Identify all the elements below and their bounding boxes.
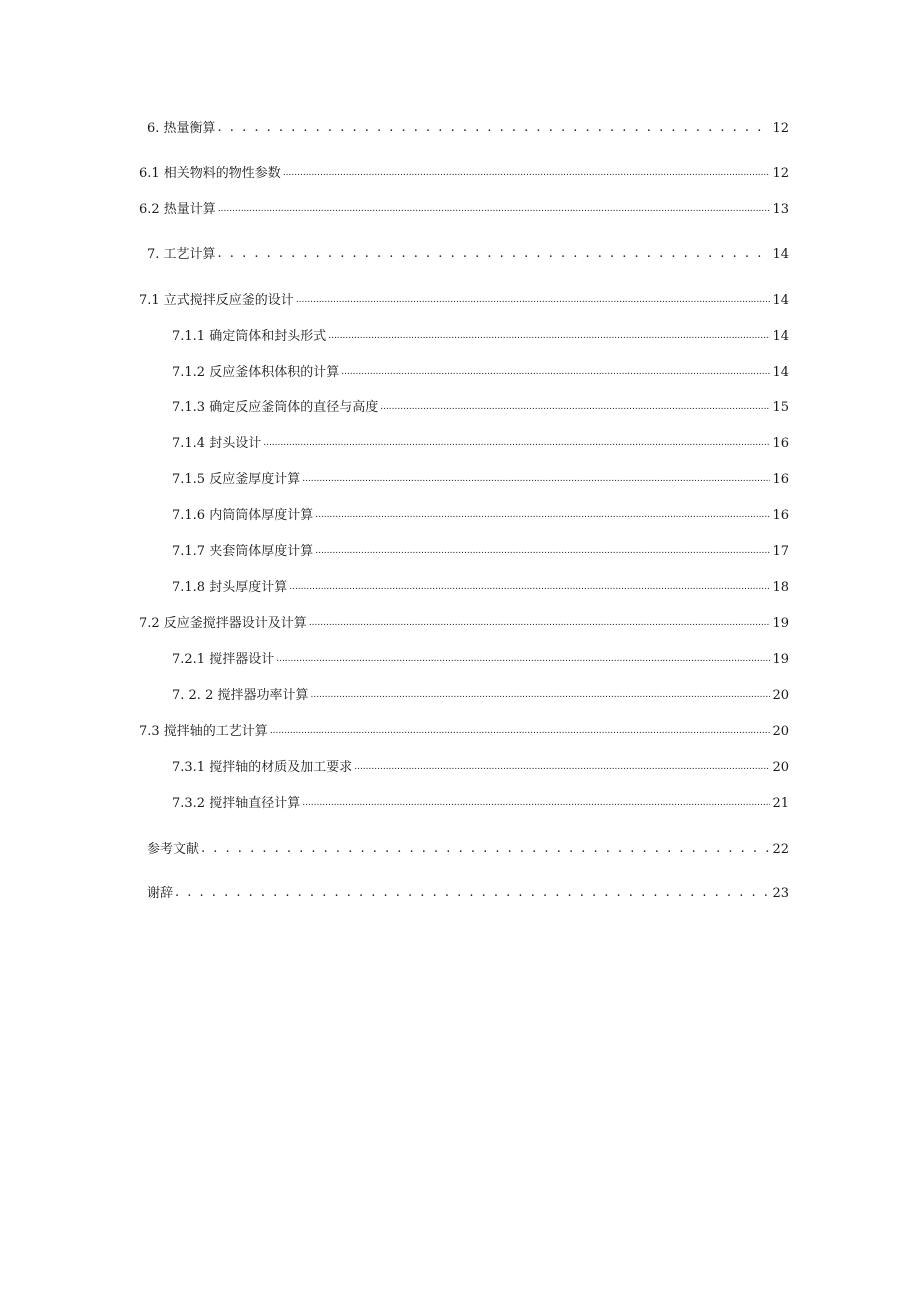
toc-entry-label: 6.1 相关物料的物性参数	[139, 166, 281, 181]
toc-page-number: 22	[772, 842, 789, 857]
toc-entry-7-1-5[interactable]	[172, 472, 789, 489]
toc-entry-label: 7.1.4 封头设计	[172, 436, 262, 451]
toc-entry-label: 7.3.1 搅拌轴的材质及加工要求	[172, 760, 353, 775]
toc-entry-acknowledgements[interactable]	[147, 886, 789, 902]
toc-dot-leader	[309, 615, 771, 631]
toc-page-number: 18	[772, 580, 789, 595]
toc-entry-7-2-1[interactable]	[172, 652, 789, 669]
toc-dot-leader	[310, 687, 770, 703]
toc-entry-label: 7.1.5 反应釜厚度计算	[172, 472, 301, 487]
toc-page-number: 23	[772, 886, 789, 901]
toc-page-number: 14	[772, 293, 789, 308]
toc-page-number: 14	[772, 247, 789, 262]
toc-entry-7-2[interactable]	[139, 616, 789, 633]
toc-dot-leader	[296, 292, 771, 308]
toc-dot-leader	[263, 435, 770, 451]
toc-entry-7-3[interactable]	[139, 724, 789, 741]
toc-page-number: 14	[772, 329, 789, 344]
toc-entry-label: 7. 2. 2 搅拌器功率计算	[172, 688, 309, 703]
toc-entry-label: 7.1.8 封头厚度计算	[172, 580, 288, 595]
toc-entry-label: 7.3 搅拌轴的工艺计算	[139, 724, 268, 739]
toc-dot-leader	[218, 201, 771, 217]
toc-entry-label: 7. 工艺计算	[147, 247, 216, 262]
toc-entry-label: 参考文献	[147, 842, 200, 857]
toc-entry-6-1[interactable]	[139, 166, 789, 183]
toc-entry-label: 6.2 热量计算	[139, 202, 216, 217]
toc-dot-leader	[302, 795, 770, 811]
toc-entry-label: 7.1 立式搅拌反应釜的设计	[139, 293, 294, 308]
toc-entry-7-1[interactable]	[139, 293, 789, 310]
toc-entry-7-1-6[interactable]	[172, 508, 789, 525]
toc-entry-label: 7.2 反应釜搅拌器设计及计算	[139, 616, 307, 631]
toc-dot-leader	[218, 246, 771, 262]
toc-entry-7-1-2[interactable]	[172, 365, 789, 382]
toc-dot-leader	[328, 328, 770, 344]
toc-dot-leader	[289, 579, 770, 595]
toc-dot-leader	[354, 759, 770, 775]
toc-entry-7-1-3[interactable]	[172, 400, 789, 417]
toc-page-number: 16	[772, 508, 789, 523]
toc-dot-leader	[175, 885, 770, 901]
toc-page-number: 20	[772, 724, 789, 739]
toc-entry-label: 7.1.1 确定筒体和封头形式	[172, 329, 327, 344]
toc-page-number: 21	[772, 796, 789, 811]
toc-dot-leader	[302, 471, 770, 487]
toc-dot-leader	[276, 651, 770, 667]
toc-entry-7-1-8[interactable]	[172, 580, 789, 597]
toc-dot-leader	[315, 507, 770, 523]
toc-entry-label: 谢辞	[147, 886, 174, 901]
toc-entry-label: 7.1.2 反应釜体积体积的计算	[172, 365, 340, 380]
toc-page-number: 13	[772, 202, 789, 217]
toc-page-number: 17	[772, 544, 789, 559]
toc-dot-leader	[270, 723, 771, 739]
toc-page-number: 16	[772, 472, 789, 487]
toc-entry-label: 7.3.2 搅拌轴直径计算	[172, 796, 301, 811]
toc-entry-6[interactable]	[147, 121, 789, 137]
toc-page-number: 20	[772, 688, 789, 703]
toc-page-number: 12	[772, 121, 789, 136]
toc-entry-label: 7.1.3 确定反应釜筒体的直径与高度	[172, 400, 379, 415]
toc-page-number: 19	[772, 652, 789, 667]
toc-page-number: 16	[772, 436, 789, 451]
toc-entry-7-2-2[interactable]	[172, 688, 789, 705]
toc-entry-7-3-1[interactable]	[172, 760, 789, 777]
toc-entry-7-1-4[interactable]	[172, 436, 789, 453]
toc-entry-label: 7.1.6 内筒筒体厚度计算	[172, 508, 314, 523]
toc-dot-leader	[341, 364, 770, 380]
toc-page-number: 15	[772, 400, 789, 415]
toc-entry-7[interactable]	[147, 247, 789, 263]
toc-dot-leader	[283, 165, 771, 181]
toc-entry-7-1-1[interactable]	[172, 329, 789, 346]
toc-page-number: 14	[772, 365, 789, 380]
toc-dot-leader	[315, 543, 770, 559]
toc-dot-leader	[218, 120, 771, 136]
toc-page-number: 19	[772, 616, 789, 631]
toc-dot-leader	[201, 841, 770, 857]
toc-page-number: 20	[772, 760, 789, 775]
toc-entry-label: 6. 热量衡算	[147, 121, 216, 136]
toc-entry-label: 7.2.1 搅拌器设计	[172, 652, 275, 667]
toc-entry-7-3-2[interactable]	[172, 796, 789, 813]
toc-entry-7-1-7[interactable]	[172, 544, 789, 561]
toc-dot-leader	[380, 399, 770, 415]
toc-page-number: 12	[772, 166, 789, 181]
toc-entry-6-2[interactable]	[139, 202, 789, 219]
toc-entry-references[interactable]	[147, 842, 789, 858]
toc-entry-label: 7.1.7 夹套筒体厚度计算	[172, 544, 314, 559]
